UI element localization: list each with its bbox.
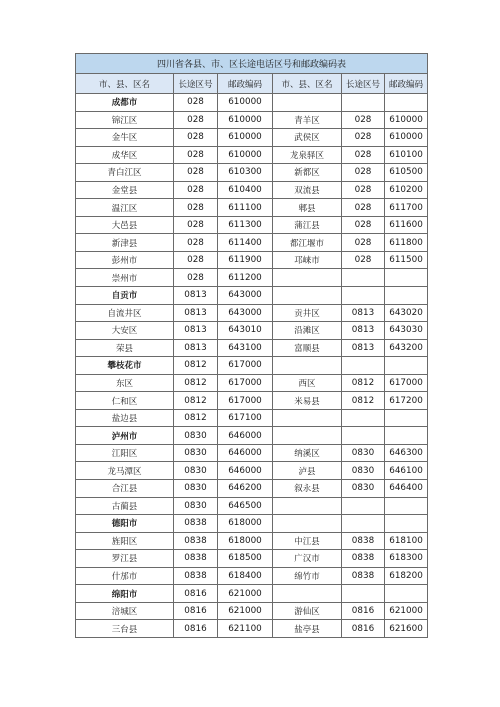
district-name: 蒲江县 bbox=[273, 216, 342, 234]
district-name: 东区 bbox=[76, 374, 174, 392]
area-code bbox=[342, 287, 385, 305]
district-name: 沿滩区 bbox=[273, 322, 342, 340]
city-name: 绵阳市 bbox=[76, 585, 174, 603]
table-row bbox=[76, 304, 428, 322]
postal-code: 646500 bbox=[218, 497, 273, 515]
postal-code: 646000 bbox=[218, 444, 273, 462]
area-code: 0838 bbox=[174, 515, 218, 533]
area-code: 028 bbox=[174, 164, 218, 182]
table-row bbox=[76, 216, 428, 234]
postal-code: 643020 bbox=[385, 304, 428, 322]
district-name: 纳溪区 bbox=[273, 444, 342, 462]
header-postal-code: 邮政编码 bbox=[218, 74, 273, 94]
postal-code: 643010 bbox=[218, 322, 273, 340]
district-name: 广汉市 bbox=[273, 550, 342, 568]
district-name: 中江县 bbox=[273, 532, 342, 550]
area-code: 0816 bbox=[342, 620, 385, 638]
postal-code bbox=[385, 515, 428, 533]
area-code: 0813 bbox=[342, 339, 385, 357]
city-row bbox=[76, 357, 428, 375]
area-code bbox=[342, 409, 385, 427]
postal-code: 621100 bbox=[218, 620, 273, 638]
city-name: 泸州市 bbox=[76, 427, 174, 445]
city-row bbox=[76, 427, 428, 445]
table-title: 四川省各县、市、区长途电话区号和邮政编码表 bbox=[76, 54, 428, 74]
postal-code: 618500 bbox=[218, 550, 273, 568]
district-name: 彭州市 bbox=[76, 251, 174, 269]
area-code: 028 bbox=[174, 234, 218, 252]
postal-code: 610000 bbox=[218, 111, 273, 129]
area-code: 028 bbox=[342, 146, 385, 164]
postal-code: 610000 bbox=[218, 129, 273, 147]
area-code bbox=[342, 94, 385, 112]
city-name: 攀枝花市 bbox=[76, 357, 174, 375]
district-name: 青羊区 bbox=[273, 111, 342, 129]
district-name: 崇州市 bbox=[76, 269, 174, 287]
area-code: 0812 bbox=[174, 357, 218, 375]
postal-code: 646100 bbox=[385, 462, 428, 480]
city-name: 德阳市 bbox=[76, 515, 174, 533]
district-name: 郫县 bbox=[273, 199, 342, 217]
area-code: 0816 bbox=[342, 602, 385, 620]
district-name bbox=[273, 94, 342, 112]
header-area-code: 长途区号 bbox=[342, 74, 385, 94]
header-postal-code: 邮政编码 bbox=[385, 74, 428, 94]
table-row bbox=[76, 497, 428, 515]
district-name bbox=[273, 357, 342, 375]
postal-code: 621600 bbox=[385, 620, 428, 638]
district-name: 米易县 bbox=[273, 392, 342, 410]
area-code: 0812 bbox=[174, 409, 218, 427]
area-code: 028 bbox=[174, 129, 218, 147]
postal-code: 611600 bbox=[385, 216, 428, 234]
district-name: 新津县 bbox=[76, 234, 174, 252]
area-code: 0830 bbox=[342, 480, 385, 498]
table-row bbox=[76, 251, 428, 269]
postal-code: 617100 bbox=[218, 409, 273, 427]
table-row bbox=[76, 234, 428, 252]
district-name: 叙永县 bbox=[273, 480, 342, 498]
postal-code: 617200 bbox=[385, 392, 428, 410]
area-code: 028 bbox=[174, 146, 218, 164]
postal-code: 611900 bbox=[218, 251, 273, 269]
postal-code bbox=[385, 269, 428, 287]
district-name: 罗江县 bbox=[76, 550, 174, 568]
district-name bbox=[273, 409, 342, 427]
area-code: 0838 bbox=[174, 567, 218, 585]
district-name: 什邡市 bbox=[76, 567, 174, 585]
postal-code: 610100 bbox=[385, 146, 428, 164]
table-row bbox=[76, 111, 428, 129]
city-row bbox=[76, 94, 428, 112]
district-name: 合江县 bbox=[76, 480, 174, 498]
postal-code: 610400 bbox=[218, 181, 273, 199]
table-row bbox=[76, 146, 428, 164]
district-name: 西区 bbox=[273, 374, 342, 392]
table-row bbox=[76, 181, 428, 199]
district-name: 金牛区 bbox=[76, 129, 174, 147]
area-code bbox=[342, 585, 385, 603]
postal-code: 610000 bbox=[385, 129, 428, 147]
postal-code: 646000 bbox=[218, 427, 273, 445]
table-row bbox=[76, 462, 428, 480]
postal-code: 617000 bbox=[218, 374, 273, 392]
district-name: 大安区 bbox=[76, 322, 174, 340]
postal-code: 621000 bbox=[385, 602, 428, 620]
area-code: 0830 bbox=[174, 462, 218, 480]
area-code: 0812 bbox=[174, 392, 218, 410]
district-name bbox=[273, 515, 342, 533]
table-row bbox=[76, 392, 428, 410]
area-code: 0838 bbox=[174, 532, 218, 550]
area-code: 0812 bbox=[342, 374, 385, 392]
city-row bbox=[76, 515, 428, 533]
area-code bbox=[342, 427, 385, 445]
area-code: 0816 bbox=[174, 602, 218, 620]
area-code bbox=[342, 515, 385, 533]
city-name: 自贡市 bbox=[76, 287, 174, 305]
postal-code: 646000 bbox=[218, 462, 273, 480]
district-name: 泸县 bbox=[273, 462, 342, 480]
postal-code: 618000 bbox=[218, 532, 273, 550]
district-name: 新都区 bbox=[273, 164, 342, 182]
postal-code: 643200 bbox=[385, 339, 428, 357]
district-name: 盐边县 bbox=[76, 409, 174, 427]
district-name bbox=[273, 269, 342, 287]
district-name: 仁和区 bbox=[76, 392, 174, 410]
area-code: 028 bbox=[174, 181, 218, 199]
area-code: 028 bbox=[342, 181, 385, 199]
area-code: 0812 bbox=[342, 392, 385, 410]
district-name bbox=[273, 427, 342, 445]
area-code: 028 bbox=[174, 269, 218, 287]
postal-code: 611400 bbox=[218, 234, 273, 252]
district-name: 江阳区 bbox=[76, 444, 174, 462]
table-row bbox=[76, 199, 428, 217]
postal-code: 617000 bbox=[218, 357, 273, 375]
area-code: 0813 bbox=[174, 322, 218, 340]
district-name: 邛崃市 bbox=[273, 251, 342, 269]
area-code bbox=[342, 269, 385, 287]
postal-code: 611200 bbox=[218, 269, 273, 287]
district-name: 盐亭县 bbox=[273, 620, 342, 638]
city-row bbox=[76, 287, 428, 305]
header-row bbox=[76, 74, 428, 94]
area-code: 028 bbox=[342, 164, 385, 182]
district-name bbox=[273, 287, 342, 305]
table-row bbox=[76, 164, 428, 182]
postal-code: 646400 bbox=[385, 480, 428, 498]
area-code: 028 bbox=[174, 111, 218, 129]
postal-code bbox=[385, 585, 428, 603]
postal-code: 643000 bbox=[218, 304, 273, 322]
postal-code: 611700 bbox=[385, 199, 428, 217]
area-code bbox=[342, 357, 385, 375]
district-name: 绵竹市 bbox=[273, 567, 342, 585]
area-code: 028 bbox=[174, 94, 218, 112]
title-row bbox=[76, 54, 428, 74]
postal-code: 621000 bbox=[218, 602, 273, 620]
postal-code: 610300 bbox=[218, 164, 273, 182]
postal-code bbox=[385, 497, 428, 515]
area-code: 0812 bbox=[174, 374, 218, 392]
area-code: 028 bbox=[174, 216, 218, 234]
district-name: 金堂县 bbox=[76, 181, 174, 199]
postal-code: 610200 bbox=[385, 181, 428, 199]
postal-code bbox=[385, 357, 428, 375]
table-row bbox=[76, 480, 428, 498]
area-code: 0816 bbox=[174, 585, 218, 603]
postal-code-sheet bbox=[75, 53, 427, 638]
district-name: 古蔺县 bbox=[76, 497, 174, 515]
area-code: 028 bbox=[174, 251, 218, 269]
postal-code: 617000 bbox=[218, 392, 273, 410]
area-code: 0830 bbox=[174, 497, 218, 515]
postal-code: 618300 bbox=[385, 550, 428, 568]
district-name: 温江区 bbox=[76, 199, 174, 217]
area-code: 028 bbox=[342, 251, 385, 269]
table-row bbox=[76, 374, 428, 392]
postal-code bbox=[385, 409, 428, 427]
postal-code: 643100 bbox=[218, 339, 273, 357]
area-code: 0813 bbox=[174, 287, 218, 305]
area-code: 028 bbox=[342, 199, 385, 217]
table-row bbox=[76, 602, 428, 620]
district-name: 贡井区 bbox=[273, 304, 342, 322]
district-name: 龙马潭区 bbox=[76, 462, 174, 480]
district-name: 大邑县 bbox=[76, 216, 174, 234]
area-code: 0830 bbox=[174, 427, 218, 445]
area-code: 0838 bbox=[342, 567, 385, 585]
district-name: 武侯区 bbox=[273, 129, 342, 147]
table-row bbox=[76, 620, 428, 638]
postal-code bbox=[385, 94, 428, 112]
district-name: 成华区 bbox=[76, 146, 174, 164]
postal-code: 643000 bbox=[218, 287, 273, 305]
area-code: 0813 bbox=[174, 339, 218, 357]
district-name: 锦江区 bbox=[76, 111, 174, 129]
header-name: 市、县、区名 bbox=[76, 74, 174, 94]
postal-code: 618400 bbox=[218, 567, 273, 585]
table-row bbox=[76, 129, 428, 147]
postal-code: 643030 bbox=[385, 322, 428, 340]
district-name bbox=[273, 497, 342, 515]
district-name: 双流县 bbox=[273, 181, 342, 199]
area-code: 028 bbox=[342, 234, 385, 252]
area-code: 0838 bbox=[342, 550, 385, 568]
district-name: 涪城区 bbox=[76, 602, 174, 620]
district-name: 游仙区 bbox=[273, 602, 342, 620]
area-code: 0813 bbox=[342, 322, 385, 340]
postal-code: 610500 bbox=[385, 164, 428, 182]
area-code: 0816 bbox=[174, 620, 218, 638]
postal-code: 646200 bbox=[218, 480, 273, 498]
postal-code: 611300 bbox=[218, 216, 273, 234]
postal-code: 617000 bbox=[385, 374, 428, 392]
postal-code: 646300 bbox=[385, 444, 428, 462]
district-name: 都江堰市 bbox=[273, 234, 342, 252]
area-code: 028 bbox=[174, 199, 218, 217]
table-row bbox=[76, 339, 428, 357]
postal-code bbox=[385, 427, 428, 445]
area-code: 0838 bbox=[342, 532, 385, 550]
postal-code: 618200 bbox=[385, 567, 428, 585]
postal-code-table bbox=[75, 53, 428, 638]
city-name: 成都市 bbox=[76, 94, 174, 112]
postal-code: 610000 bbox=[218, 146, 273, 164]
postal-code: 610000 bbox=[385, 111, 428, 129]
district-name bbox=[273, 585, 342, 603]
area-code: 0838 bbox=[174, 550, 218, 568]
district-name: 三台县 bbox=[76, 620, 174, 638]
area-code bbox=[342, 497, 385, 515]
district-name: 荣县 bbox=[76, 339, 174, 357]
district-name: 自流井区 bbox=[76, 304, 174, 322]
header-area-code: 长途区号 bbox=[174, 74, 218, 94]
area-code: 028 bbox=[342, 216, 385, 234]
area-code: 0830 bbox=[342, 462, 385, 480]
table-row bbox=[76, 532, 428, 550]
area-code: 028 bbox=[342, 129, 385, 147]
table-row bbox=[76, 444, 428, 462]
postal-code: 618100 bbox=[385, 532, 428, 550]
area-code: 0830 bbox=[342, 444, 385, 462]
table-row bbox=[76, 550, 428, 568]
postal-code: 618000 bbox=[218, 515, 273, 533]
postal-code: 611500 bbox=[385, 251, 428, 269]
postal-code: 611800 bbox=[385, 234, 428, 252]
table-row bbox=[76, 567, 428, 585]
area-code: 0813 bbox=[342, 304, 385, 322]
city-row bbox=[76, 585, 428, 603]
area-code: 028 bbox=[342, 111, 385, 129]
postal-code bbox=[385, 287, 428, 305]
area-code: 0830 bbox=[174, 480, 218, 498]
area-code: 0830 bbox=[174, 444, 218, 462]
postal-code: 611100 bbox=[218, 199, 273, 217]
table-row bbox=[76, 409, 428, 427]
postal-code: 610000 bbox=[218, 94, 273, 112]
table-row bbox=[76, 322, 428, 340]
district-name: 龙泉驿区 bbox=[273, 146, 342, 164]
district-name: 富顺县 bbox=[273, 339, 342, 357]
district-name: 青白江区 bbox=[76, 164, 174, 182]
district-name: 旌阳区 bbox=[76, 532, 174, 550]
area-code: 0813 bbox=[174, 304, 218, 322]
header-name: 市、县、区名 bbox=[273, 74, 342, 94]
postal-code: 621000 bbox=[218, 585, 273, 603]
table-row bbox=[76, 269, 428, 287]
